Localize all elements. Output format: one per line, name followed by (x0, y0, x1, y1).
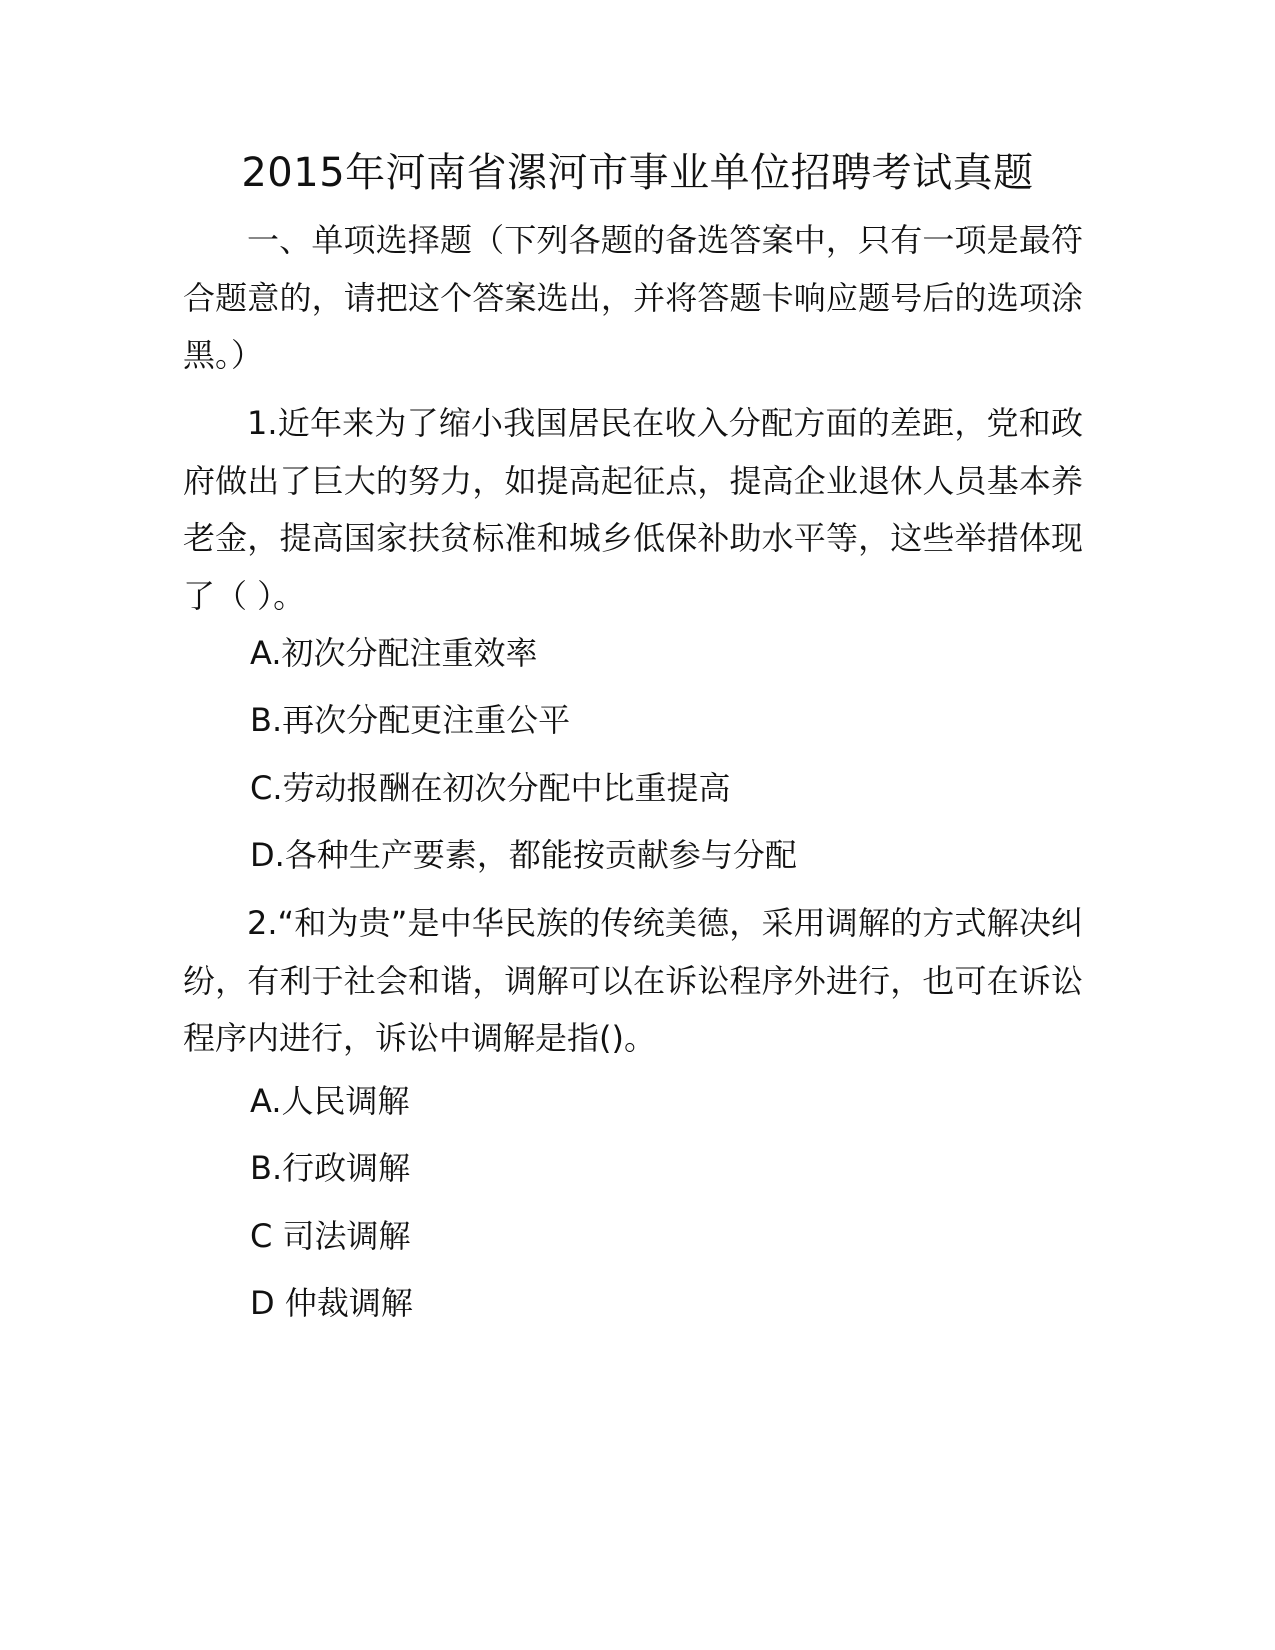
question-1-option-d: D.各种生产要素，都能按贡献参与分配 (250, 836, 797, 874)
question-2-option-b: B.行政调解 (250, 1149, 411, 1187)
question-1-option-c: C.劳动报酬在初次分配中比重提高 (250, 769, 731, 807)
question-2-option-d: D 仲裁调解 (250, 1284, 413, 1322)
question-2-option-a: A.人民调解 (250, 1082, 410, 1120)
question-2-stem: 2.“和为贵”是中华民族的传统美德，采用调解的方式解决纠纷，有利于社会和谐，调解可以在诉讼程序外进行，也可在诉讼程序内进行，诉讼中调解是指()。 (183, 904, 1083, 1057)
question-1-option-a: A.初次分配注重效率 (250, 634, 538, 672)
question-1-option-b: B.再次分配更注重公平 (250, 701, 571, 739)
document-title: 2015年河南省漯河市事业单位招聘考试真题 (241, 150, 1034, 196)
question-1-stem: 1.近年来为了缩小我国居民在收入分配方面的差距，党和政府做出了巨大的努力，如提高起征点，提高企业退休人员基本养老金，提高国家扶贫标准和城乡低保补助水平等，这些举措体现了（ ）。 (183, 404, 1083, 615)
question-2-option-c: C 司法调解 (250, 1217, 411, 1255)
section-heading: 一、单项选择题（下列各题的备选答案中，只有一项是最符合题意的，请把这个答案选出，并将答题卡响应题号后的选项涂黑。） (183, 221, 1083, 374)
